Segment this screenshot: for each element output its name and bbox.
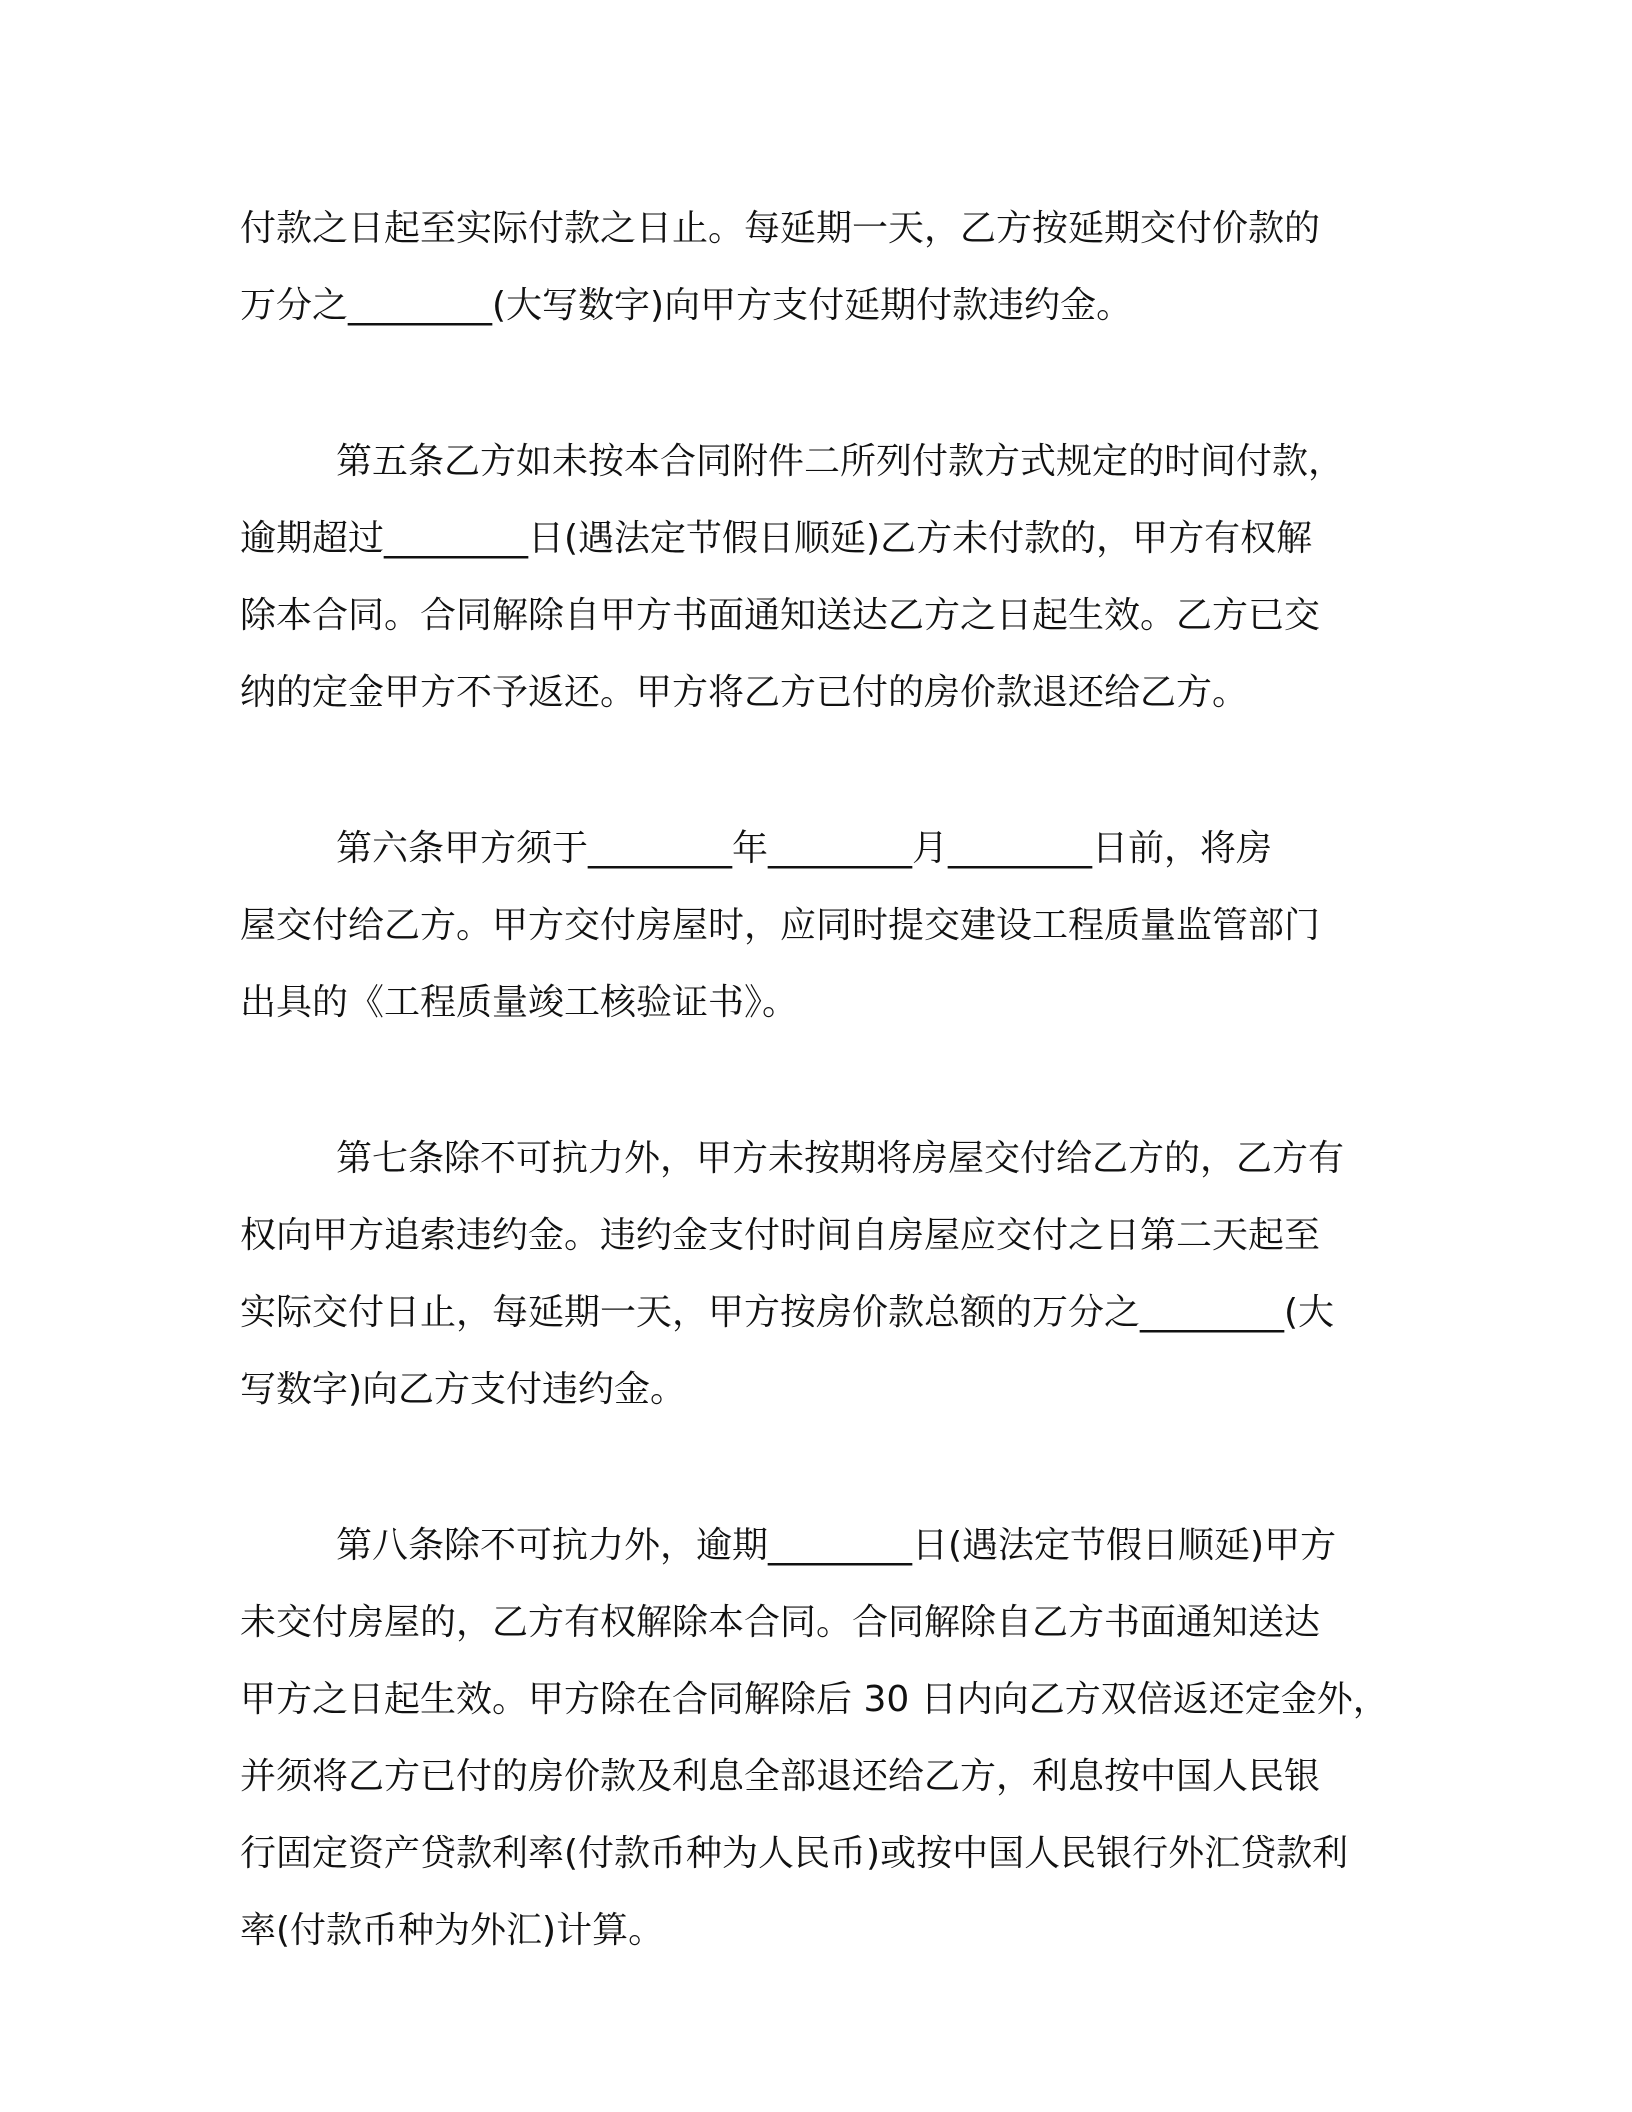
paragraph-article-8 bbox=[240, 1507, 1400, 1969]
paragraph-article-5 bbox=[240, 423, 1400, 731]
text-line: 未交付房屋的，乙方有权解除本合同。合同解除自乙方书面通知送达 bbox=[240, 1602, 1321, 1643]
text-line: 行固定资产贷款利率(付款币种为人民币)或按中国人民银行外汇贷款利 bbox=[240, 1833, 1349, 1874]
text-line: 写数字)向乙方支付违约金。 bbox=[240, 1369, 687, 1410]
text-line: 付款之日起至实际付款之日止。每延期一天，乙方按延期交付价款的 bbox=[240, 208, 1321, 249]
paragraph-article-7 bbox=[240, 1120, 1400, 1428]
paragraph-gap bbox=[240, 731, 1400, 810]
text-line: 除本合同。合同解除自甲方书面通知送达乙方之日起生效。乙方已交 bbox=[240, 595, 1321, 636]
paragraph-article-6 bbox=[240, 810, 1400, 1041]
text-line: 实际交付日止，每延期一天，甲方按房价款总额的万分之________(大 bbox=[240, 1292, 1335, 1333]
text-line: 第六条甲方须于________年________月________日前，将房 bbox=[336, 828, 1273, 869]
text-line: 第七条除不可抗力外，甲方未按期将房屋交付给乙方的，乙方有 bbox=[336, 1138, 1345, 1179]
text-line: 第八条除不可抗力外，逾期________日(遇法定节假日顺延)甲方 bbox=[336, 1525, 1337, 1566]
paragraph-gap bbox=[240, 344, 1400, 423]
paragraph-continuation bbox=[240, 190, 1400, 344]
document-body bbox=[240, 190, 1400, 1969]
text-line: 逾期超过________日(遇法定节假日顺延)乙方未付款的，甲方有权解 bbox=[240, 518, 1313, 559]
text-line: 率(付款币种为外汇)计算。 bbox=[240, 1910, 665, 1951]
text-line: 第五条乙方如未按本合同附件二所列付款方式规定的时间付款， bbox=[336, 441, 1345, 482]
text-line: 甲方之日起生效。甲方除在合同解除后 30 日内向乙方双倍返还定金外， bbox=[240, 1679, 1389, 1720]
text-line: 屋交付给乙方。甲方交付房屋时，应同时提交建设工程质量监管部门 bbox=[240, 905, 1321, 946]
text-line: 万分之________(大写数字)向甲方支付延期付款违约金。 bbox=[240, 285, 1133, 326]
paragraph-gap bbox=[240, 1428, 1400, 1507]
paragraph-gap bbox=[240, 1041, 1400, 1120]
text-line: 权向甲方追索违约金。违约金支付时间自房屋应交付之日第二天起至 bbox=[240, 1215, 1321, 1256]
text-line: 并须将乙方已付的房价款及利息全部退还给乙方，利息按中国人民银 bbox=[240, 1756, 1321, 1797]
text-line: 纳的定金甲方不予返还。甲方将乙方已付的房价款退还给乙方。 bbox=[240, 672, 1249, 713]
text-line: 出具的《工程质量竣工核验证书》。 bbox=[240, 982, 799, 1023]
